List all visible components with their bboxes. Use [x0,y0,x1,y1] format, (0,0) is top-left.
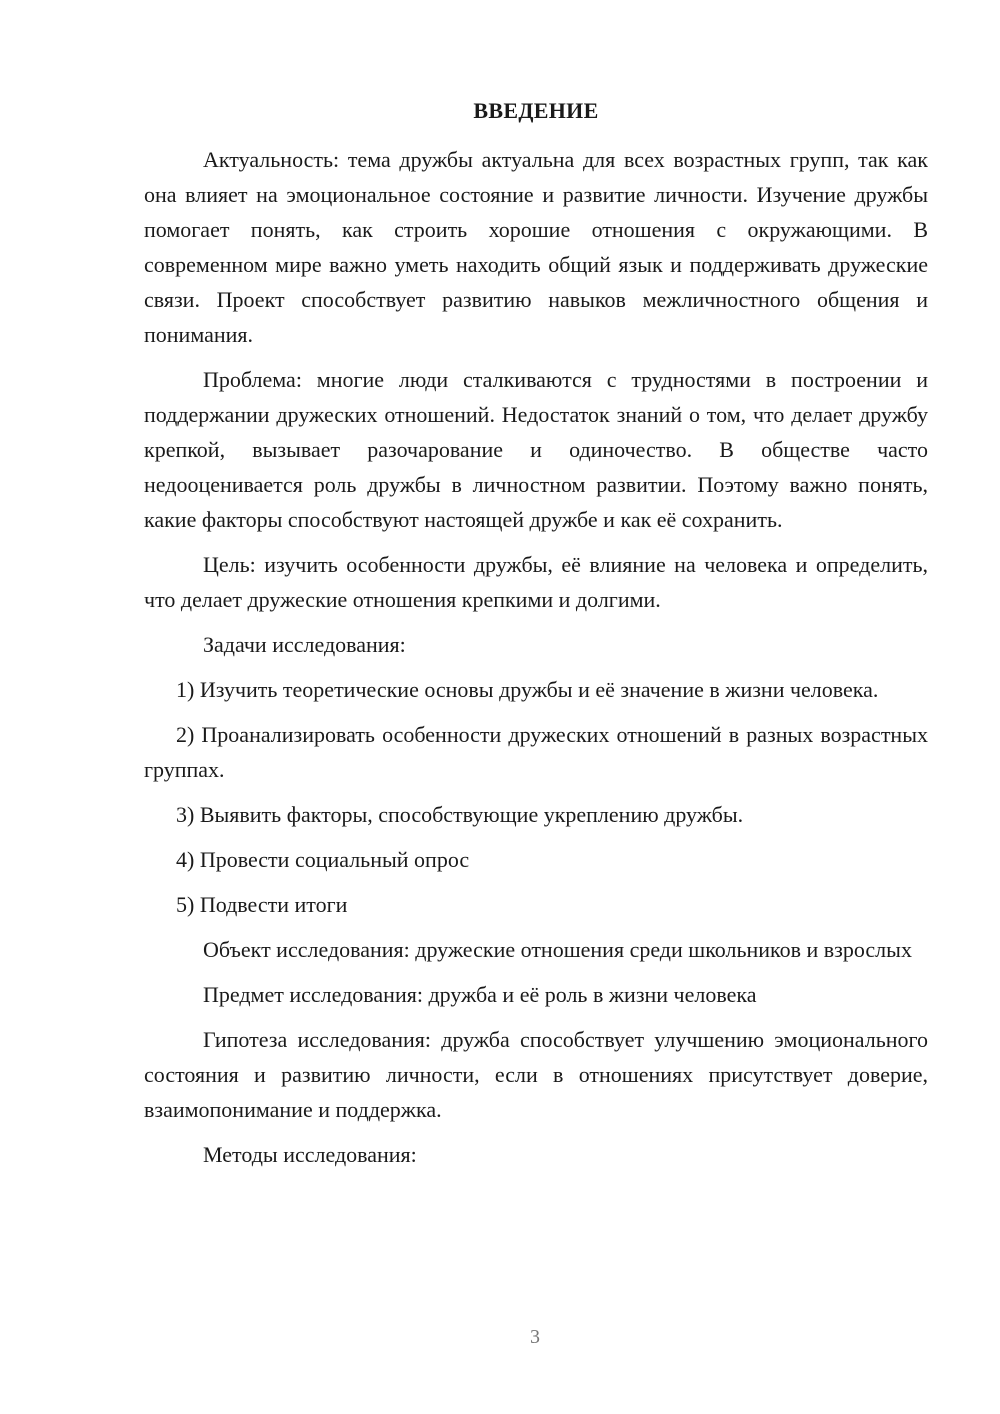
paragraph-subject: Предмет исследования: дружба и её роль в жизни человека [203,982,757,1007]
task-item-3: 3) Выявить факторы, способствующие укреплению дружбы. [176,802,744,827]
paragraph-relevance: Актуальность: тема дружбы актуальна для всех возрастных групп, так как она влияет на эмоциональное состояние и развитие личности. Изучение дружбы помогает понять, как строить хорошие отношения с окружающими. В современном мире важно уметь находить общий язык и поддерживать дружеские связи. Проект способствует развитию навыков межличностного общения и понимания. [144,147,928,347]
task-item-1: 1) Изучить теоретические основы дружбы и её значение в жизни человека. [176,677,879,702]
paragraph-object: Объект исследования: дружеские отношения среди школьников и взрослых [203,937,912,962]
tasks-heading: Задачи исследования: [203,632,406,657]
paragraph-hypothesis: Гипотеза исследования: дружба способствует улучшению эмоционального состояния и развитию личности, если в отношениях присутствует доверие, взаимопонимание и поддержка. [144,1027,928,1122]
task-item-4: 4) Провести социальный опрос [176,847,470,872]
page-number: 3 [530,1326,540,1348]
paragraph-problem: Проблема: многие люди сталкиваются с трудностями в построении и поддержании дружеских отношений. Недостаток знаний о том, что делает дружбу крепкой, вызывает разочарование и одиночество. В обществе часто недооценивается роль дружбы в личностном развитии. Поэтому важно понять, какие факторы способствуют настоящей дружбе и как её сохранить. [144,367,928,532]
task-item-2: 2) Проанализировать особенности дружеских отношений в разных возрастных группах. [144,722,928,782]
page-content [144,96,928,1182]
section-title: ВВЕДЕНИЕ [473,98,599,123]
paragraph-goal: Цель: изучить особенности дружбы, её влияние на человека и определить, что делает дружеские отношения крепкими и долгими. [144,552,928,612]
task-item-5: 5) Подвести итоги [176,892,348,917]
methods-heading: Методы исследования: [203,1142,417,1167]
